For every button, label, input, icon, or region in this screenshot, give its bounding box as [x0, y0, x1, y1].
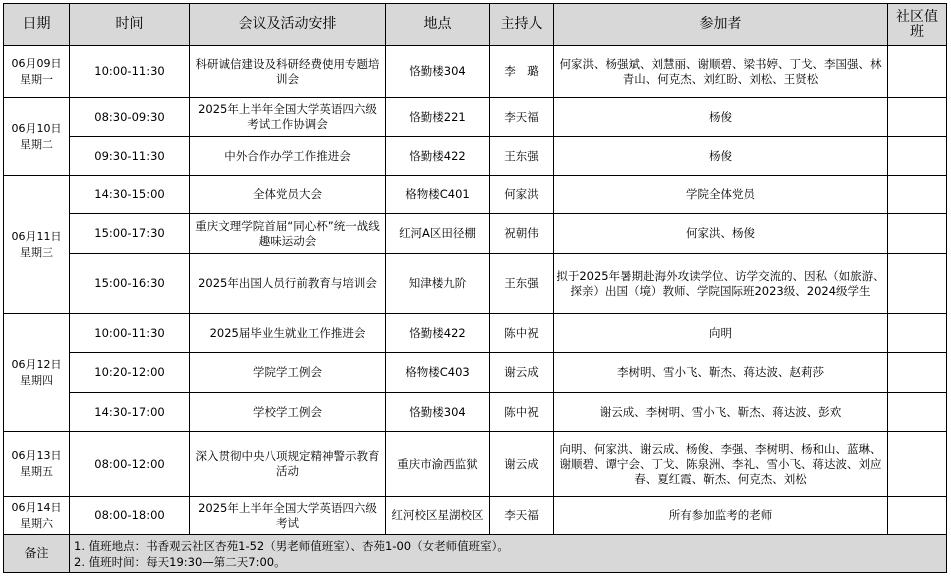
event-cell: 全体党员大会 — [190, 176, 386, 214]
date-cell — [4, 497, 70, 535]
date-text: 06月14日 — [11, 500, 62, 514]
duty-cell — [888, 432, 947, 497]
weekday-text: 星期六 — [20, 516, 53, 530]
location-cell: 红河校区星湖校区 — [386, 497, 490, 535]
time-cell: 15:00-16:30 — [70, 254, 190, 314]
table-row — [4, 314, 947, 353]
location-cell: 知津楼九阶 — [386, 254, 490, 314]
participants-cell: 何家洪、杨俊 — [554, 214, 888, 254]
event-cell: 科研诚信建设及科研经费使用专题培训会 — [190, 46, 386, 98]
date-cell — [4, 98, 70, 176]
date-text: 06月09日 — [11, 56, 62, 70]
location-cell: 恪勤楼304 — [386, 393, 490, 432]
date-cell — [4, 176, 70, 314]
participants-cell: 杨俊 — [554, 98, 888, 137]
host-cell: 何家洪 — [490, 176, 554, 214]
table-row — [4, 497, 947, 535]
date-text: 06月11日 — [11, 229, 62, 243]
time-cell: 08:30-09:30 — [70, 98, 190, 137]
event-cell: 学校学工例会 — [190, 393, 386, 432]
duty-cell — [888, 254, 947, 314]
header-participants: 参加者 — [554, 4, 888, 46]
duty-cell — [888, 497, 947, 535]
event-cell: 中外合作办学工作推进会 — [190, 137, 386, 176]
location-cell: 红河A区田径棚 — [386, 214, 490, 254]
time-cell: 10:20-12:00 — [70, 353, 190, 393]
table-row — [4, 353, 947, 393]
weekday-text: 星期二 — [20, 137, 53, 151]
table-row — [4, 176, 947, 214]
date-text: 06月12日 — [11, 357, 62, 371]
duty-cell — [888, 137, 947, 176]
participants-cell: 杨俊 — [554, 137, 888, 176]
date-cell — [4, 432, 70, 497]
table-row — [4, 137, 947, 176]
header-host: 主持人 — [490, 4, 554, 46]
participants-cell: 拟于2025年暑期赴海外攻读学位、访学交流的、因私（如旅游、探亲）出国（境）教师、学院国际班2023级、2024级学生 — [554, 254, 888, 314]
schedule-sheet — [3, 3, 947, 573]
header-duty: 社区值班 — [888, 4, 947, 46]
event-cell: 深入贯彻中央八项规定精神警示教育活动 — [190, 432, 386, 497]
table-row — [4, 432, 947, 497]
event-cell: 2025届毕业生就业工作推进会 — [190, 314, 386, 353]
duty-cell — [888, 98, 947, 137]
duty-cell — [888, 393, 947, 432]
date-text: 06月10日 — [11, 121, 62, 135]
location-cell: 恪勤楼304 — [386, 46, 490, 98]
header-date: 日期 — [4, 4, 70, 46]
event-cell: 2025年出国人员行前教育与培训会 — [190, 254, 386, 314]
host-cell: 李天福 — [490, 497, 554, 535]
event-cell: 学院学工例会 — [190, 353, 386, 393]
duty-cell — [888, 314, 947, 353]
notes-content — [70, 535, 947, 573]
header-event: 会议及活动安排 — [190, 4, 386, 46]
host-cell: 谢云成 — [490, 353, 554, 393]
location-cell: 恪勤楼422 — [386, 137, 490, 176]
time-cell: 10:00-11:30 — [70, 46, 190, 98]
notes-line-2: 2. 值班时间：每天19:30—第二天7:00。 — [74, 554, 286, 569]
notes-label: 备注 — [4, 535, 70, 573]
time-cell: 08:00-12:00 — [70, 432, 190, 497]
host-cell: 李天福 — [490, 98, 554, 137]
table-row — [4, 254, 947, 314]
host-cell: 李 璐 — [490, 46, 554, 98]
time-cell: 10:00-11:30 — [70, 314, 190, 353]
participants-cell: 学院全体党员 — [554, 176, 888, 214]
participants-cell: 向明 — [554, 314, 888, 353]
time-cell: 14:30-17:00 — [70, 393, 190, 432]
table-row — [4, 98, 947, 137]
host-cell: 陈中祝 — [490, 393, 554, 432]
date-cell — [4, 314, 70, 432]
weekday-text: 星期三 — [20, 245, 53, 259]
header-row — [4, 4, 947, 46]
location-cell: 恪勤楼422 — [386, 314, 490, 353]
time-cell: 08:00-18:00 — [70, 497, 190, 535]
header-time: 时间 — [70, 4, 190, 46]
host-cell: 王东强 — [490, 254, 554, 314]
duty-cell — [888, 176, 947, 214]
notes-row — [4, 535, 947, 573]
participants-cell: 所有参加监考的老师 — [554, 497, 888, 535]
location-cell: 恪勤楼221 — [386, 98, 490, 137]
table-row — [4, 214, 947, 254]
participants-cell: 谢云成、李树明、雪小飞、靳杰、蒋达波、彭欢 — [554, 393, 888, 432]
participants-cell: 李树明、雪小飞、靳杰、蒋达波、赵莉莎 — [554, 353, 888, 393]
weekly-schedule-table — [3, 3, 947, 573]
table-row — [4, 393, 947, 432]
time-cell: 09:30-11:30 — [70, 137, 190, 176]
duty-cell — [888, 46, 947, 98]
host-cell: 陈中祝 — [490, 314, 554, 353]
header-location: 地点 — [386, 4, 490, 46]
time-cell: 15:00-17:30 — [70, 214, 190, 254]
event-cell: 重庆文理学院首届“同心杯”统一战线趣味运动会 — [190, 214, 386, 254]
duty-cell — [888, 214, 947, 254]
duty-cell — [888, 353, 947, 393]
weekday-text: 星期四 — [20, 373, 53, 387]
date-text: 06月13日 — [11, 449, 62, 462]
weekday-text: 星期一 — [20, 72, 53, 86]
event-cell: 2025年上半年全国大学英语四六级考试 — [190, 497, 386, 535]
location-cell: 重庆市渝西监狱 — [386, 432, 490, 497]
table-row — [4, 46, 947, 98]
weekday-text: 星期五 — [20, 465, 53, 478]
host-cell: 谢云成 — [490, 432, 554, 497]
location-cell: 格物楼C401 — [386, 176, 490, 214]
host-cell: 王东强 — [490, 137, 554, 176]
event-cell: 2025年上半年全国大学英语四六级考试工作协调会 — [190, 98, 386, 137]
date-cell — [4, 46, 70, 98]
time-cell: 14:30-15:00 — [70, 176, 190, 214]
participants-cell: 何家洪、杨强斌、刘慧丽、谢顺碧、梁书婷、丁戈、李国强、林青山、何克杰、刘红盼、刘松、王贤松 — [554, 46, 888, 98]
participants-cell: 向明、何家洪、谢云成、杨俊、李强、李树明、杨和山、蓝琳、谢顺碧、谭宁会、丁戈、陈泉洲、李礼、雪小飞、蒋达波、刘应春、夏红霞、靳杰、何克杰、刘松 — [554, 432, 888, 497]
host-cell: 祝朝伟 — [490, 214, 554, 254]
notes-line-1: 1. 值班地点：书香观云社区杏苑1-52（男老师值班室）、杏苑1-00（女老师值班室）。 — [74, 538, 509, 553]
location-cell: 格物楼C403 — [386, 353, 490, 393]
